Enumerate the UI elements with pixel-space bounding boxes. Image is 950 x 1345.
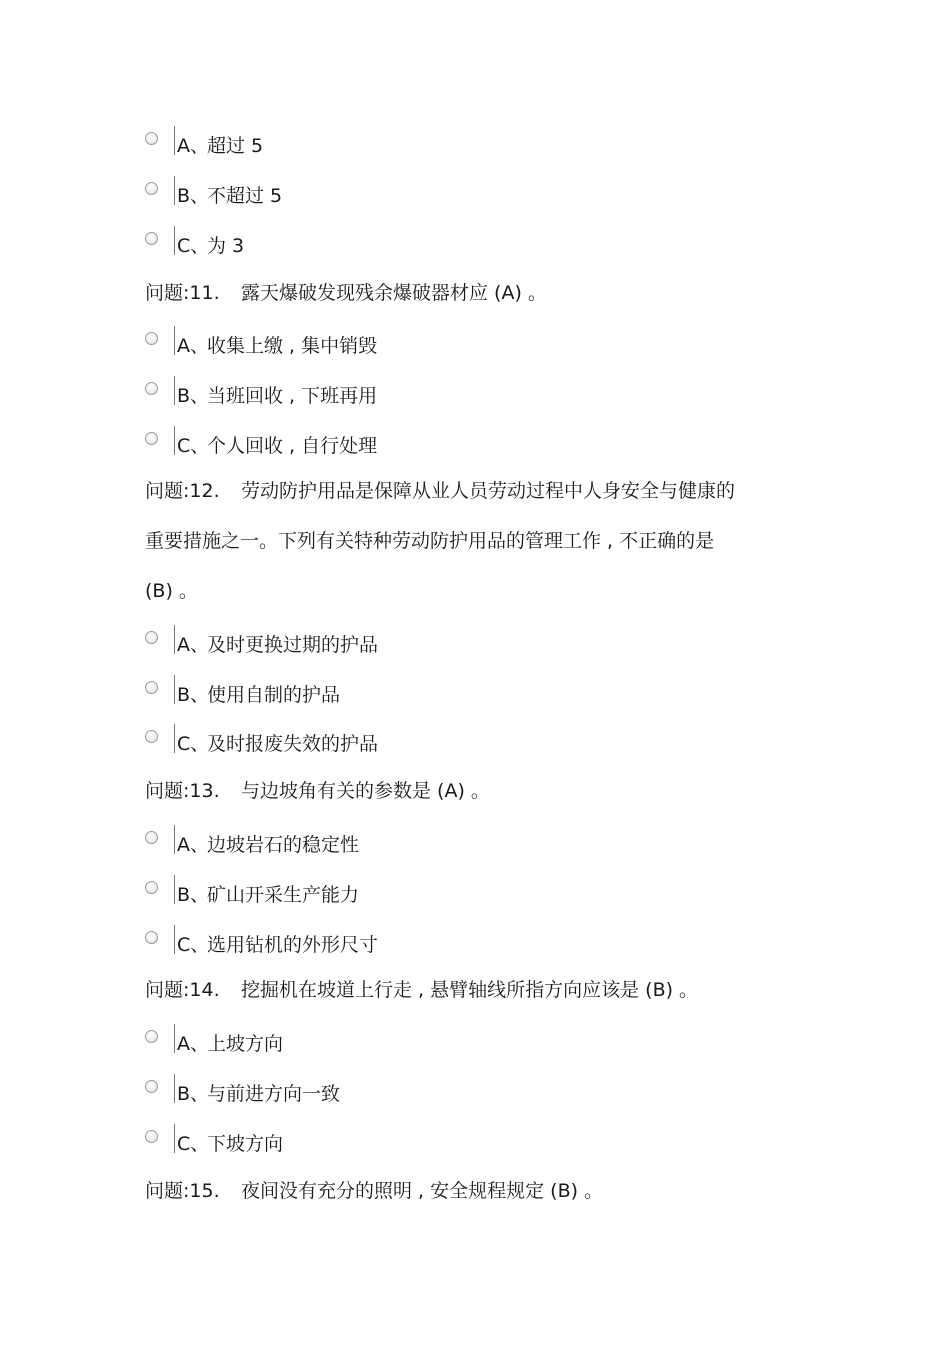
option-letter: B、 xyxy=(177,185,210,207)
radio-icon[interactable] xyxy=(145,1080,158,1093)
option-divider xyxy=(174,1024,175,1053)
question-number: 问题:11. xyxy=(145,282,220,304)
option-divider xyxy=(174,825,175,854)
option-letter: A、 xyxy=(177,634,209,656)
option-divider xyxy=(174,724,175,753)
option-text: 下坡方向 xyxy=(207,1133,284,1155)
option-divider xyxy=(174,126,175,155)
option-letter: B、 xyxy=(177,684,210,706)
option-letter: B、 xyxy=(177,385,210,407)
radio-icon[interactable] xyxy=(145,382,158,395)
radio-icon[interactable] xyxy=(145,232,158,245)
option-divider xyxy=(174,226,175,255)
option-divider xyxy=(174,675,175,704)
question-text: 露天爆破发现残余爆破器材应 (A) 。 xyxy=(241,282,547,304)
option-text: 及时报废失效的护品 xyxy=(207,733,379,755)
question-number: 问题:13. xyxy=(145,780,220,802)
radio-icon[interactable] xyxy=(145,132,158,145)
option-divider xyxy=(174,925,175,954)
question-12 xyxy=(145,479,735,503)
option-divider xyxy=(174,376,175,405)
question-text: 重要措施之一。下列有关特种劳动防护用品的管理工作 , 不正确的是 xyxy=(145,530,715,552)
option-letter: A、 xyxy=(177,1033,209,1055)
option-letter: A、 xyxy=(177,834,209,856)
option-divider xyxy=(174,1124,175,1153)
option-text: 不超过 5 xyxy=(207,185,283,207)
option-text: 上坡方向 xyxy=(207,1033,284,1055)
option-letter: A、 xyxy=(177,135,209,157)
radio-icon[interactable] xyxy=(145,881,158,894)
option-letter: B、 xyxy=(177,884,210,906)
question-14 xyxy=(145,978,698,1002)
option-divider xyxy=(174,176,175,205)
radio-icon[interactable] xyxy=(145,432,158,445)
option-text: 超过 5 xyxy=(207,135,264,157)
radio-icon[interactable] xyxy=(145,1030,158,1043)
option-text: 收集上缴 , 集中销毁 xyxy=(207,335,378,357)
question-number: 问题:12. xyxy=(145,480,220,502)
option-divider xyxy=(174,875,175,904)
option-text: 当班回收 , 下班再用 xyxy=(207,385,378,407)
option-divider xyxy=(174,426,175,455)
radio-icon[interactable] xyxy=(145,831,158,844)
option-text: 为 3 xyxy=(207,235,245,257)
option-divider xyxy=(174,625,175,654)
option-letter: C、 xyxy=(177,934,210,956)
question-13 xyxy=(145,779,490,803)
option-divider xyxy=(174,1074,175,1103)
question-15 xyxy=(145,1179,603,1203)
question-text: (B) 。 xyxy=(145,580,198,602)
option-text: 矿山开采生产能力 xyxy=(207,884,360,906)
question-number: 问题:15. xyxy=(145,1180,220,1202)
option-divider xyxy=(174,326,175,355)
option-text: 及时更换过期的护品 xyxy=(207,634,379,656)
option-letter: C、 xyxy=(177,733,210,755)
radio-icon[interactable] xyxy=(145,730,158,743)
radio-icon[interactable] xyxy=(145,332,158,345)
question-text: 与边坡角有关的参数是 (A) 。 xyxy=(241,780,490,802)
question-text: 劳动防护用品是保障从业人员劳动过程中人身安全与健康的 xyxy=(241,480,736,502)
radio-icon[interactable] xyxy=(145,681,158,694)
question-text: 夜间没有充分的照明 , 安全规程规定 (B) 。 xyxy=(241,1180,604,1202)
question-12-answer xyxy=(145,579,198,603)
option-text: 边坡岩石的稳定性 xyxy=(207,834,360,856)
option-letter: B、 xyxy=(177,1083,210,1105)
radio-icon[interactable] xyxy=(145,631,158,644)
option-text: 与前进方向一致 xyxy=(207,1083,341,1105)
option-text: 个人回收 , 自行处理 xyxy=(207,435,378,457)
option-letter: C、 xyxy=(177,435,210,457)
option-letter: A、 xyxy=(177,335,209,357)
question-text: 挖掘机在坡道上行走 , 悬臂轴线所指方向应该是 (B) 。 xyxy=(241,979,699,1001)
option-text: 选用钻机的外形尺寸 xyxy=(207,934,379,956)
question-11 xyxy=(145,281,547,305)
radio-icon[interactable] xyxy=(145,1130,158,1143)
radio-icon[interactable] xyxy=(145,931,158,944)
option-letter: C、 xyxy=(177,1133,210,1155)
option-letter: C、 xyxy=(177,235,210,257)
question-number: 问题:14. xyxy=(145,979,220,1001)
radio-icon[interactable] xyxy=(145,182,158,195)
option-text: 使用自制的护品 xyxy=(207,684,341,706)
question-12-continued xyxy=(145,529,714,553)
